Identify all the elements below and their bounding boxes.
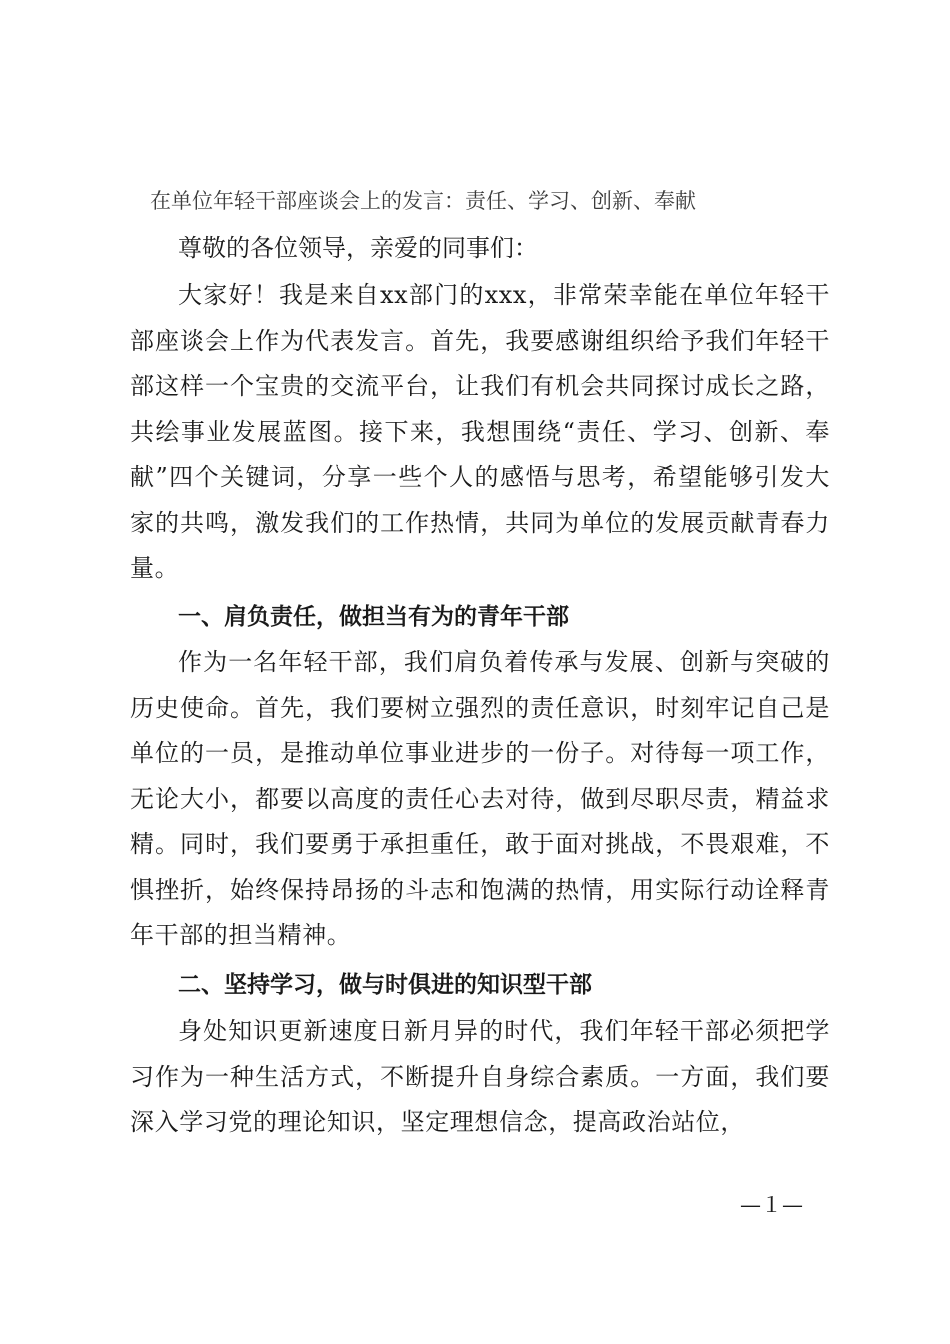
page-number: —１—	[740, 1193, 803, 1217]
salutation: 尊敬的各位领导，亲爱的同事们：	[178, 234, 538, 262]
section-heading-learning: 二、坚持学习，做与时俱进的知识型干部	[178, 972, 592, 998]
section-heading-responsibility: 一、肩负责任，做担当有为的青年干部	[178, 604, 569, 630]
intro-paragraph: 大家好！我是来自xx部门的xxx，非常荣幸能在单位年轻干部座谈会上作为代表发言。首先，我要感谢组织给予我们年轻干部这样一个宝贵的交流平台，让我们有机会共同探讨成长之路，共绘事业发展蓝图。接下来，我想围绕“责任、学习、创新、奉献”四个关键词，分享一些个人的感悟与思考，希望能够引发大家的共鸣，激发我们的工作热情，共同为单位的发展贡献青春力量。	[130, 281, 830, 582]
document-title: 在单位年轻干部座谈会上的发言：责任、学习、创新、奉献	[150, 189, 696, 213]
section-body-learning: 身处知识更新速度日新月异的时代，我们年轻干部必须把学习作为一种生活方式，不断提升自身综合素质。一方面，我们要深入学习党的理论知识，坚定理想信念，提高政治站位，	[130, 1017, 830, 1136]
section-body-responsibility: 作为一名年轻干部，我们肩负着传承与发展、创新与突破的历史使命。首先，我们要树立强烈的责任意识，时刻牢记自己是单位的一员，是推动单位事业进步的一份子。对待每一项工作，无论大小，都要以高度的责任心去对待，做到尽职尽责，精益求精。同时，我们要勇于承担重任，敢于面对挑战，不畏艰难，不惧挫折，始终保持昂扬的斗志和饱满的热情，用实际行动诠释青年干部的担当精神。	[130, 648, 830, 949]
